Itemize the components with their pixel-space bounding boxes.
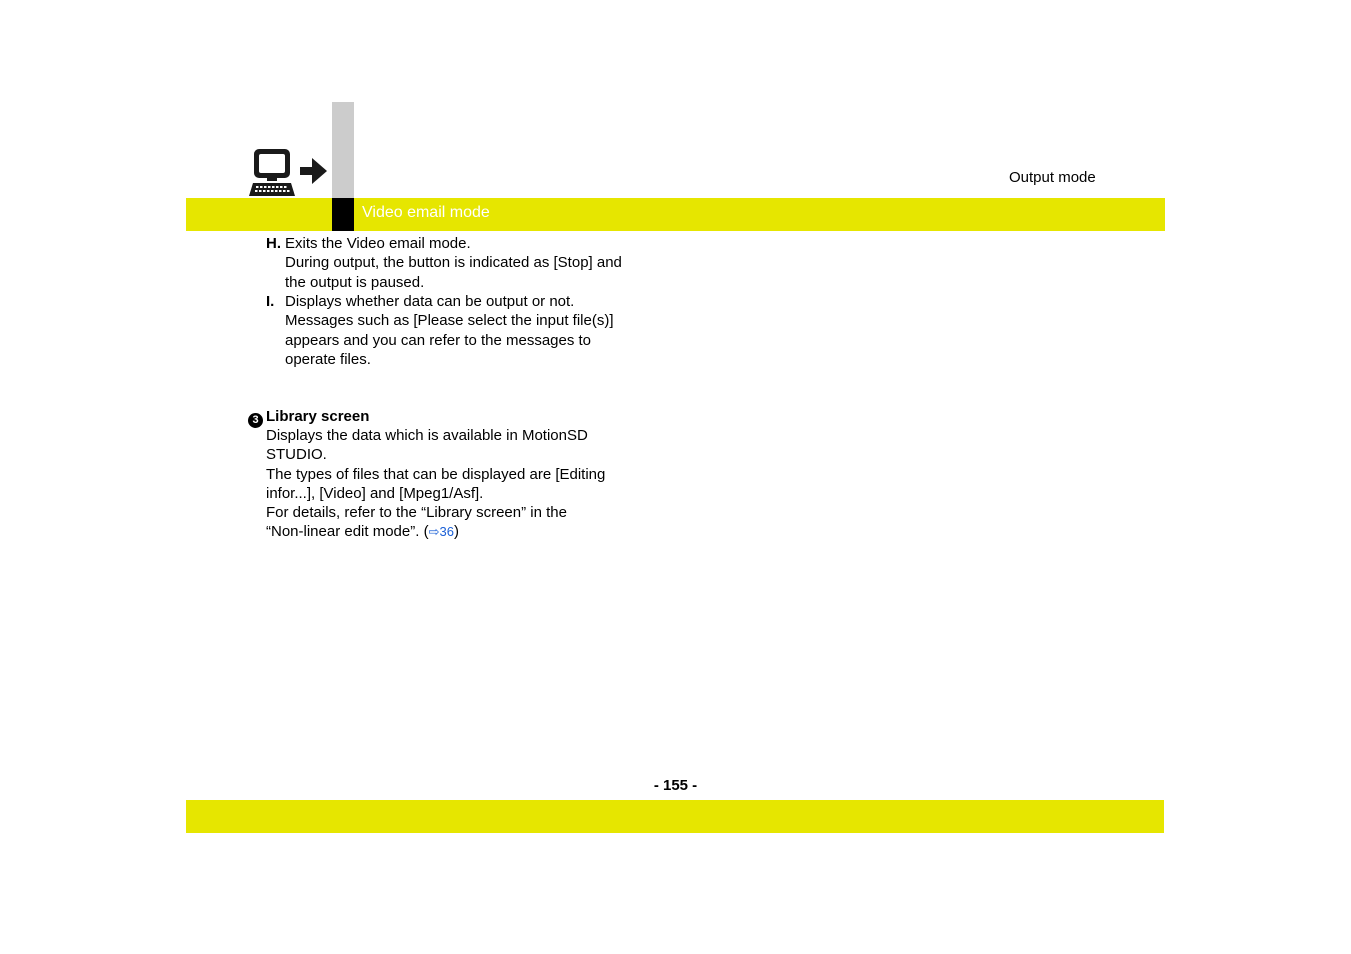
item-line: Displays whether data can be output or not. — [285, 293, 575, 310]
library-line: The types of files that can be displayed are [Editing — [266, 465, 606, 483]
library-line — [266, 522, 666, 541]
footer-yellow-band — [186, 800, 1164, 833]
item-line: During output, the button is indicated as [Stop] and — [285, 254, 622, 272]
item-line: the output is paused. — [285, 273, 425, 291]
library-line-text: ) — [453, 523, 459, 541]
library-line: infor...], [Video] and [Mpeg1/Asf]. — [266, 484, 484, 502]
reference-page: 36 — [439, 524, 454, 540]
mode-label: Output mode — [1009, 169, 1096, 186]
library-line: STUDIO. — [266, 446, 327, 464]
header-black-bar — [332, 198, 354, 231]
pc-to-output-icon — [248, 146, 330, 198]
library-title: Library screen — [266, 408, 370, 425]
section-title: Video email mode — [362, 204, 490, 221]
list-item-h — [266, 234, 666, 292]
library-line: For details, refer to the “Library screen” in the — [266, 504, 567, 522]
item-letter: H. — [266, 235, 281, 252]
item-line: operate files. — [285, 350, 371, 368]
item-letter: I. — [266, 293, 275, 310]
library-heading — [248, 407, 369, 428]
library-line-text: “Non-linear edit mode”. ( — [266, 523, 429, 541]
number-circle-icon: 3 — [248, 413, 263, 428]
list-item-i — [266, 292, 666, 369]
library-body — [266, 426, 666, 542]
header-grey-bar — [332, 102, 354, 198]
page-number: - 155 - — [653, 777, 698, 794]
page-reference-link[interactable] — [429, 524, 454, 539]
item-line: Exits the Video email mode. — [285, 235, 471, 252]
item-line: appears and you can refer to the messages to — [285, 331, 592, 349]
library-line: Displays the data which is available in MotionSD — [266, 427, 588, 444]
reference-arrow-icon: ⇨ — [428, 524, 440, 540]
item-line: Messages such as [Please select the input file(s)] — [285, 312, 614, 330]
